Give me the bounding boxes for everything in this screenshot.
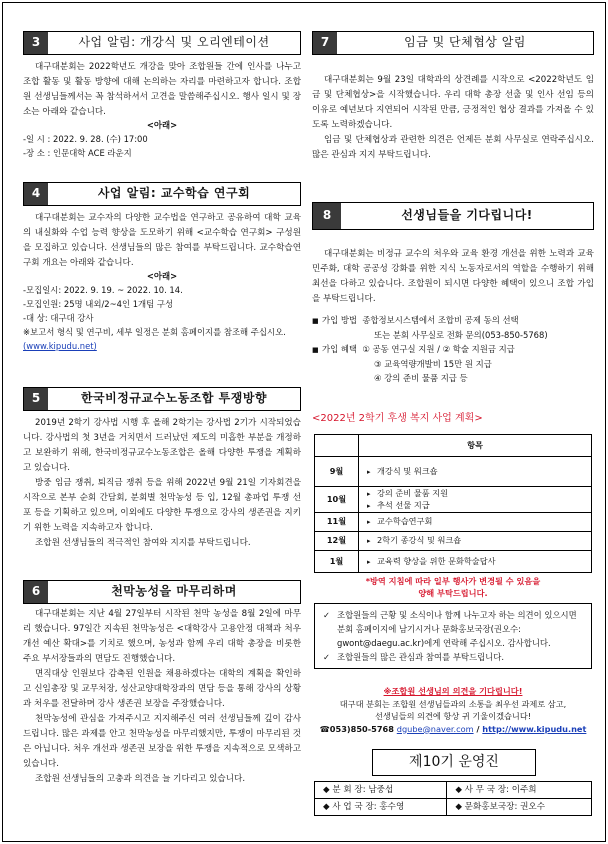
triangle-bullet-icon: ▸ [367, 557, 371, 566]
notice-line: *방역 지침에 따라 일부 행사가 변경될 수 있음을 [365, 576, 541, 586]
committee-title: 제10기 운영진 [372, 749, 536, 776]
section-3-body [23, 60, 301, 160]
paragraph: 2019년 2학기 강사법 시행 후 올해 2학기는 강사법 2기가 시작되었습니다. 강사법의 첫 3년을 거치면서 드러났던 제도의 미흡한 부분을 개정하고 보완하기 위해, 한국비정규교수노동조합은 올해 다양한 투쟁을 계획하고 있습니다. [23, 418, 301, 473]
member: 사 업 국 장: 홍수영 [332, 801, 405, 812]
join-method-row [312, 313, 594, 328]
section-4-header [23, 182, 301, 206]
item: 추석 선물 지급 [377, 499, 430, 510]
table-row [315, 532, 592, 551]
member-cell [447, 782, 592, 799]
website-link[interactable]: http://www.kipudu.net [482, 723, 587, 734]
diamond-bullet-icon: ◆ [455, 801, 462, 812]
check-item [323, 650, 583, 664]
triangle-bullet-icon: ▸ [367, 537, 371, 546]
wait-title: ※조합원 선생님의 의견을 기다립니다! [383, 686, 523, 696]
section-7-header [312, 31, 594, 55]
paragraph: 방중 임금 쟁취, 퇴직금 쟁취 등을 위해 2022년 9월 21일 기자회견을 시작으로 본부 순회 간담회, 분회별 천막농성 등 입, 12월 총파업 투쟁 선포 등을 기획하고 있으며, 이외에도 다양한 투쟁으로 강사의 생존권을 지키기 위한 노력을 지속하고자 합니다. [23, 478, 301, 533]
items-cell [359, 487, 592, 513]
items-cell [359, 532, 592, 551]
section-title: 사업 알림: 개강식 및 오리엔테이션 [78, 35, 270, 50]
benefit-extra: ③ 교육역량개발비 15만 원 지급 [374, 359, 492, 369]
month-cell: 9월 [315, 457, 359, 487]
committee-row [315, 799, 592, 816]
table-row [315, 487, 592, 513]
below-label: <아래> [146, 120, 178, 130]
paragraph: 대구대분회는 9월 23일 대학과의 상견례를 시작으로 <2022학년도 임금 및 단체협상>을 시작했습니다. 우리 대학 총장 선출 및 인사 선임 등의 이유로 예년보다 지연되어 시작된 만큼, 긍정적인 협상 결과를 가져올 수 있도록 노력하겠습니다. [312, 75, 594, 130]
covid-notice [312, 575, 594, 599]
committee-table [314, 781, 592, 816]
section-title: 천막농성을 마무리하며 [111, 584, 237, 599]
check-text: 조합원들의 근황 및 소식이나 함께 나누고자 하는 의견이 있으시면 분회 홈페이지에 남기시거나 문화홍보국장(권오수: gwont@daegu.ac.kr)에게 연락해 주십시오. 감사합니다. [337, 610, 577, 648]
paragraph: 천막농성에 관심을 가져주시고 지지해주신 여러 선생님들께 깊이 감사드립니다. 많은 과제를 안고 천막농성을 마무리했지만, 투쟁이 마무리된 것은 아닙니다. 처우 개선과 생존권 보장을 위한 투쟁을 지속적으로 모색하고 있습니다. [23, 714, 301, 769]
recruit-size: -모집인원: 25명 내외/2~4인 1개팀 구성 [23, 298, 174, 309]
paragraph: 조합원 선생님들의 적극적인 참여와 지지를 부탁드립니다. [35, 538, 251, 548]
square-bullet-icon: ■ [312, 317, 319, 325]
paragraph: 조합원 선생님들의 고충과 의견을 늘 기다리고 있습니다. [35, 774, 246, 784]
homepage-link[interactable]: (www.kipudu.net) [23, 340, 97, 351]
wait-line: 선생님들의 의견에 항상 귀 기울이겠습니다! [374, 711, 532, 721]
benefit-value: ① 공동 연구실 지원 / ② 학술 지원금 지급 [362, 344, 515, 354]
note [23, 325, 301, 353]
month-cell: 10월 [315, 487, 359, 513]
event-place: -장 소 : 인문대학 ACE 라운지 [23, 147, 132, 158]
section-number: 5 [24, 388, 48, 410]
check-item [323, 608, 583, 650]
item: 교수학습연구회 [377, 516, 433, 527]
month-cell: 12월 [315, 532, 359, 551]
section-number: 6 [24, 581, 48, 603]
checkmark-icon: ✓ [323, 652, 331, 662]
item-line [367, 500, 591, 512]
table-row [315, 513, 592, 532]
diamond-bullet-icon: ◆ [455, 784, 462, 795]
recruit-target: -대 상: 대구대 강사 [23, 312, 94, 323]
section-number: 7 [313, 32, 337, 54]
section-6-body [23, 607, 301, 787]
recruit-period: -모집일시: 2022. 9. 19. ~ 2022. 10. 14. [23, 284, 183, 295]
item: 강의 준비 물품 지원 [377, 487, 449, 498]
benefit-row [312, 342, 594, 357]
contact-line [312, 723, 594, 736]
wait-line: 대구대 분회는 조합원 선생님들과의 소통을 최우선 과제로 삼고, [339, 698, 567, 709]
section-number: 4 [24, 183, 48, 205]
triangle-bullet-icon: ▸ [367, 489, 371, 498]
section-title: 사업 알림: 교수학습 연구회 [97, 186, 251, 201]
join-info [312, 313, 594, 385]
section-7-body [312, 73, 594, 163]
paragraph: 대구대분회는 2022학년도 개강을 맞아 조합원들 간에 인사를 나누고 조합 활동 및 활동 방향에 대해 논의하는 자리를 마련하고자 합니다. 조합원 선생님들께서는 꼭 참석하셔서 고견을 말씀해주십시오. 행사 일시 및 장소는 아래와 같습니다. [23, 62, 301, 117]
section-number: 3 [24, 32, 48, 54]
item: 교육력 향상을 위한 문화학술답사 [377, 555, 496, 566]
month-cell: 11월 [315, 513, 359, 532]
triangle-bullet-icon: ▸ [367, 501, 371, 510]
table-row [315, 457, 592, 487]
member: 사 무 국 장: 이주희 [464, 784, 537, 795]
contact-block [312, 685, 594, 735]
triangle-bullet-icon: ▸ [367, 467, 371, 476]
paragraph: 대구대분회는 지난 4월 27일부터 시작된 천막 농성을 8월 2일에 마무리 했습니다. 97일간 지속된 천막농성은 <대학강사 고용안정 대책과 처우개선 예산 확대>를 기치로 했으며, 농성과 함께 우리 대학 총장을 비롯한 주요 부서장들과의 면담도 진행했습니다. [23, 609, 301, 664]
feedback-box [314, 603, 592, 669]
table-row [315, 551, 592, 573]
plan-heading: <2022년 2학기 후생 복지 사업 계획> [312, 413, 483, 424]
section-5-header [23, 387, 301, 411]
check-text: 조합원들의 많은 관심과 참여를 부탁드립니다. [337, 652, 505, 662]
items-cell [359, 457, 592, 487]
diamond-bullet-icon: ◆ [323, 801, 330, 812]
member: 문화홍보국장: 권오수 [464, 801, 546, 812]
square-bullet-icon: ■ [312, 346, 319, 354]
member-cell [315, 782, 447, 799]
member-cell [315, 799, 447, 816]
table-header-row [315, 435, 592, 457]
item: 개강식 및 워크숍 [377, 465, 438, 476]
committee-row [315, 782, 592, 799]
items-cell [359, 551, 592, 573]
paragraph: 임금 및 단체협상과 관련한 의견은 언제든 분회 사무실로 연락주십시오. 많은 관심과 지지 부탁드립니다. [312, 135, 594, 160]
newsletter-page [2, 2, 606, 842]
join-method-label: 가입 방법 [322, 315, 358, 325]
note-text: ※보고서 형식 및 연구비, 세부 일정은 분회 홈페이지를 참조해 주십시오. [23, 326, 286, 337]
section-number: 8 [313, 203, 341, 229]
section-title: 선생님들을 기다립니다! [401, 208, 533, 223]
paragraph: 대구대분회는 교수자의 다양한 교수법을 연구하고 공유하여 대학 교육의 내실화와 수업 능력 향상을 도모하기 위해 <교수학습 연구회> 구성원을 모집하고 있습니다. 선생님들의 많은 참여를 부탁드립니다. 교수학습연구회 개요는 아래와 같습니다. [23, 213, 301, 268]
notice-line: 양해 부탁드립니다. [418, 588, 488, 598]
event-date: -일 시 : 2022. 9. 28. (수) 17:00 [23, 133, 148, 144]
phone-number: ☎053)850-5768 [319, 723, 394, 734]
below-label: <아래> [146, 271, 178, 281]
section-8-header [312, 202, 594, 230]
item: 2학기 종강식 및 워크숍 [377, 535, 462, 546]
join-method-value: 종합정보시스템에서 조합비 공제 동의 선택 [362, 315, 519, 325]
section-8-body [312, 247, 594, 385]
section-3-header [23, 31, 301, 55]
paragraph: 대구대분회는 비정규 교수의 처우와 교육 환경 개선을 위한 노력과 교육 민주화, 대학 공공성 강화를 위한 지식 노동자로서의 역할을 수행하기 위해 최선을 다하고 있습니다. 조합원이 되시면 다양한 혜택이 있으니 조합 가입을 부탁드립니다. [312, 249, 594, 304]
month-cell: 1월 [315, 551, 359, 573]
table-header-item: 항목 [359, 435, 592, 457]
paragraph: 면직대상 인원보다 감축된 인원을 채용하겠다는 대학의 계획을 확인하고 신임총장 및 교무처장, 성산교양대학장과의 면담 등을 통해 강사의 상황과 처우를 전달하며 강사 생존권 보장을 주장했습니다. [23, 669, 301, 709]
section-4-body [23, 211, 301, 353]
member: 분 회 장: 남중섭 [332, 784, 394, 795]
plan-table [314, 434, 592, 573]
section-title: 한국비정규교수노동조합 투쟁방향 [80, 391, 268, 406]
join-method-extra: 또는 분회 사무실로 전화 문의(053-850-5768) [374, 330, 548, 340]
triangle-bullet-icon: ▸ [367, 518, 371, 527]
table-header-blank [315, 435, 359, 457]
diamond-bullet-icon: ◆ [323, 784, 330, 795]
section-6-header [23, 580, 301, 604]
benefit-extra: ④ 강의 준비 물품 지급 등 [374, 373, 468, 383]
checkmark-icon: ✓ [323, 610, 331, 620]
email-link[interactable]: dgube@naver.com [396, 723, 474, 734]
benefit-label: 가입 혜택 [322, 344, 358, 354]
items-cell [359, 513, 592, 532]
member-cell [447, 799, 592, 816]
section-5-body [23, 416, 301, 551]
item-line [367, 488, 591, 500]
section-title: 임금 및 단체협상 알림 [404, 35, 526, 50]
separator: / [476, 723, 480, 734]
